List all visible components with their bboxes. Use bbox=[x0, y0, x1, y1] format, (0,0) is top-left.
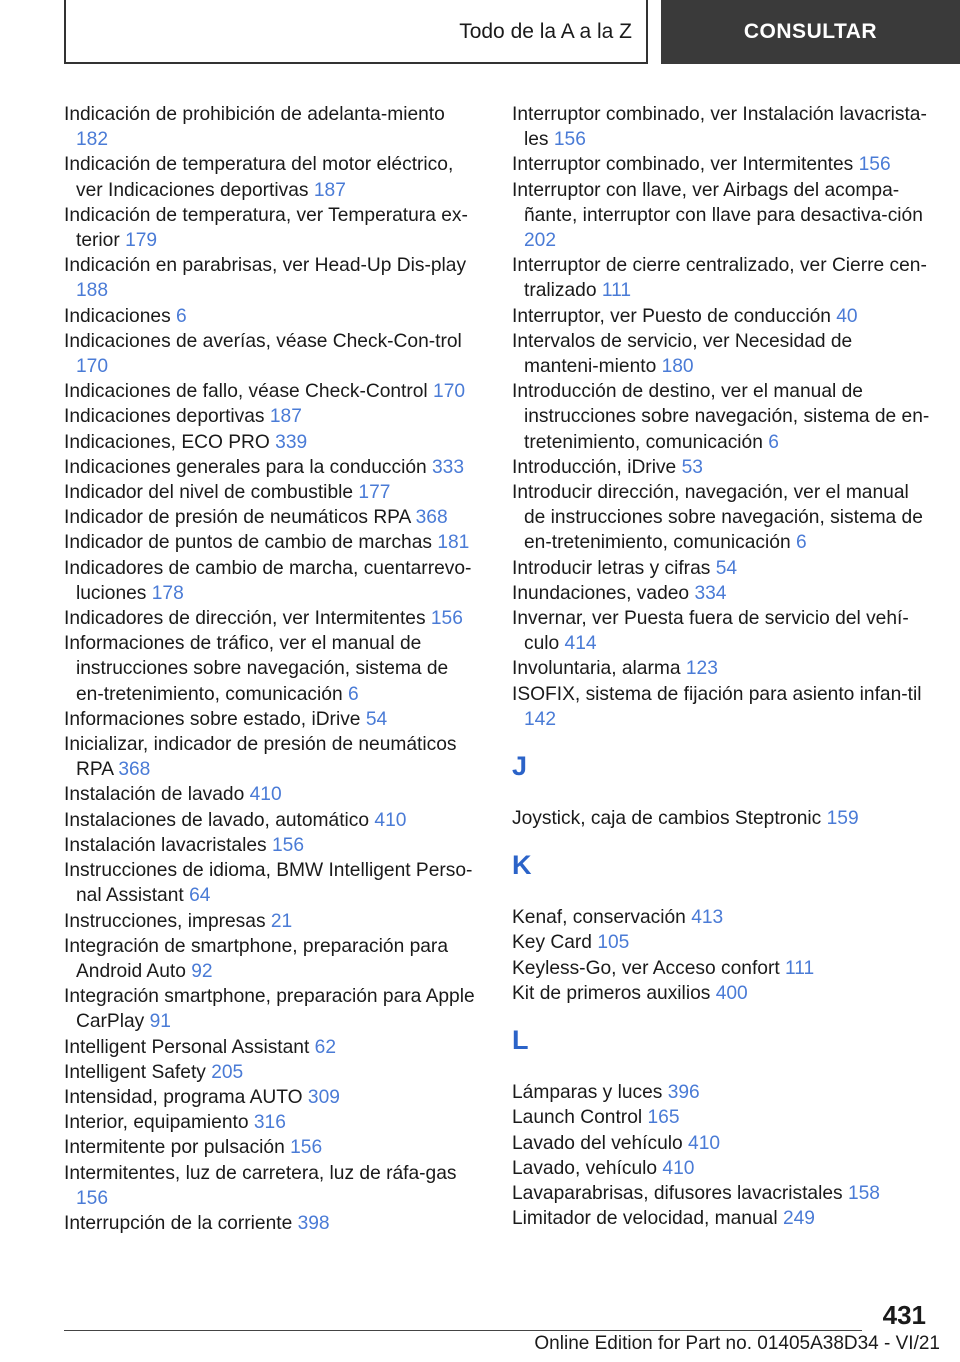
page-link[interactable]: 316 bbox=[253, 1112, 286, 1134]
index-entry bbox=[64, 329, 480, 379]
entry-term: Intermitentes, luz de carretera, luz de ráfa‐gas bbox=[64, 1162, 457, 1184]
page-link[interactable]: 156 bbox=[271, 834, 304, 856]
entry-term: Introducir letras y cifras bbox=[512, 557, 711, 579]
index-entry bbox=[512, 956, 932, 981]
entry-term: Introducción, iDrive bbox=[512, 456, 677, 478]
index-entry bbox=[64, 480, 480, 505]
entry-term: Indicaciones generales para la conducción bbox=[64, 456, 427, 478]
entry-term: Instalación lavacristales bbox=[64, 834, 267, 856]
page-link[interactable]: 182 bbox=[76, 129, 109, 151]
entry-term: Limitador de velocidad, manual bbox=[512, 1208, 778, 1230]
index-entry bbox=[64, 203, 480, 253]
entry-term: Indicador de puntos de cambio de marchas bbox=[64, 532, 432, 554]
page-link[interactable]: 53 bbox=[681, 456, 703, 478]
index-entry bbox=[512, 556, 932, 581]
index-entry bbox=[512, 606, 932, 656]
page-link[interactable]: 6 bbox=[176, 305, 187, 327]
index-entry bbox=[64, 808, 480, 833]
entry-term: Informaciones de tráfico, ver el manual de instrucciones sobre navegación, sistema de en‐tretenimiento, comunicación bbox=[64, 633, 449, 705]
entry-term: Instalaciones de lavado, automático bbox=[64, 809, 370, 831]
index-entry bbox=[512, 304, 932, 329]
index-entry bbox=[64, 631, 480, 707]
entry-term: Lavado del vehículo bbox=[512, 1132, 683, 1154]
index-entry bbox=[64, 102, 480, 152]
page-link[interactable]: 64 bbox=[189, 885, 211, 907]
page-link[interactable]: 396 bbox=[667, 1082, 700, 1104]
entry-term: Instalación de lavado bbox=[64, 784, 245, 806]
page-link[interactable]: 368 bbox=[118, 759, 151, 781]
index-entry bbox=[64, 833, 480, 858]
index-entry bbox=[512, 581, 932, 606]
page-link[interactable]: 6 bbox=[795, 532, 807, 554]
index-entry bbox=[512, 329, 932, 379]
entry-term: Indicación de prohibición de adelanta‐miento bbox=[64, 104, 445, 125]
page-link[interactable]: 187 bbox=[313, 179, 346, 201]
entry-term: Interruptor con llave, ver Airbags del acompa‐ñante, interruptor con llave para desactiva‐ción bbox=[512, 179, 923, 226]
entry-term: Inicializar, indicador de presión de neumáticos RPA bbox=[64, 734, 457, 781]
index-entry bbox=[64, 1135, 480, 1160]
entry-term: Indicaciones, ECO PRO bbox=[64, 431, 270, 453]
entry-term: Intelligent Personal Assistant bbox=[64, 1036, 310, 1058]
entry-term: Inundaciones, vadeo bbox=[512, 582, 690, 604]
page-link[interactable]: 156 bbox=[553, 129, 586, 151]
entry-term: Intelligent Safety bbox=[64, 1061, 206, 1083]
entry-term: Keyless-Go, ver Acceso confort bbox=[512, 957, 780, 979]
index-entry bbox=[64, 379, 480, 404]
index-entry bbox=[512, 379, 932, 455]
entry-term: Interruptor combinado, ver Instalación lavacrista‐les bbox=[512, 104, 927, 151]
page-link[interactable]: 398 bbox=[297, 1212, 330, 1234]
entry-term: Introducir dirección, navegación, ver el manual de instrucciones sobre navegación, sistema de en‐tretenimiento, comunicación bbox=[512, 482, 923, 554]
page-link[interactable]: 111 bbox=[601, 280, 632, 302]
page-link[interactable]: 410 bbox=[249, 784, 282, 806]
page-link[interactable]: 410 bbox=[374, 809, 407, 831]
index-entry bbox=[64, 858, 480, 908]
entry-term: Indicación de temperatura del motor eléctrico, ver Indicaciones deportivas bbox=[64, 154, 454, 201]
index-entry bbox=[64, 606, 480, 631]
entry-term: Lavaparabrisas, difusores lavacristales bbox=[512, 1182, 843, 1204]
letter-heading: J bbox=[512, 751, 528, 782]
entry-term: Interrupción de la corriente bbox=[64, 1212, 293, 1234]
page-link[interactable]: 334 bbox=[694, 582, 727, 604]
index-entry bbox=[512, 1080, 932, 1105]
index-entry bbox=[64, 152, 480, 202]
entry-term: Invernar, ver Puesta fuera de servicio del vehí‐culo bbox=[512, 608, 909, 655]
index-entry bbox=[512, 1105, 932, 1130]
entry-term: Joystick, caja de cambios Steptronic bbox=[512, 808, 822, 830]
page-link[interactable]: 92 bbox=[191, 960, 213, 982]
section-title: Todo de la A a la Z bbox=[459, 20, 632, 43]
page-link[interactable]: 368 bbox=[415, 507, 448, 529]
index-entry bbox=[64, 404, 480, 429]
page-link[interactable]: 178 bbox=[151, 582, 184, 604]
page-link[interactable]: 249 bbox=[782, 1208, 815, 1230]
entry-term: Indicadores de cambio de marcha, cuentarrevo‐luciones bbox=[64, 557, 472, 604]
entry-term: Interruptor combinado, ver Intermitentes bbox=[512, 154, 854, 176]
page-link[interactable]: 410 bbox=[688, 1132, 721, 1154]
entry-term: Interruptor, ver Puesto de conducción bbox=[512, 305, 831, 327]
index-entry bbox=[512, 102, 932, 152]
page-link[interactable]: 123 bbox=[685, 658, 718, 680]
page-link[interactable]: 91 bbox=[149, 1011, 171, 1033]
index-entry bbox=[64, 934, 480, 984]
index-entry bbox=[512, 682, 932, 732]
entry-term: Introducción de destino, ver el manual de instrucciones sobre navegación, sistema de en‐tretenimiento, comunicación bbox=[512, 381, 930, 453]
entry-term: Indicaciones de averías, véase Check-Con‐trol bbox=[64, 330, 462, 352]
page-link[interactable]: 400 bbox=[715, 982, 748, 1004]
footer-edition: Online Edition for Part no. 01405A38D34 - VI/21 bbox=[534, 1333, 940, 1354]
entry-term: Interruptor de cierre centralizado, ver Cierre cen‐tralizado bbox=[512, 255, 927, 302]
index-entry bbox=[512, 981, 932, 1006]
index-entry bbox=[512, 1206, 932, 1231]
entry-term: Key Card bbox=[512, 932, 592, 954]
footer-rule bbox=[64, 1330, 862, 1331]
index-entry bbox=[64, 1060, 480, 1085]
index-entry bbox=[512, 905, 932, 930]
entry-term: Launch Control bbox=[512, 1107, 643, 1129]
index-entry bbox=[64, 530, 480, 555]
letter-heading: L bbox=[512, 1025, 529, 1056]
index-entry bbox=[512, 178, 932, 254]
entry-term: Instrucciones, impresas bbox=[64, 910, 266, 932]
page-link[interactable]: 6 bbox=[347, 683, 359, 705]
page-link[interactable]: 339 bbox=[275, 431, 308, 453]
entry-term: Lavado, vehículo bbox=[512, 1157, 658, 1179]
index-entry bbox=[512, 1131, 932, 1156]
page-link[interactable]: 188 bbox=[76, 280, 109, 302]
page-link[interactable]: 21 bbox=[270, 910, 293, 932]
index-entry bbox=[512, 253, 932, 303]
entry-term: Kit de primeros auxilios bbox=[512, 982, 711, 1004]
page-link[interactable]: 170 bbox=[76, 356, 109, 378]
page-link[interactable]: 309 bbox=[307, 1086, 340, 1108]
entry-term: Indicaciones deportivas bbox=[64, 406, 265, 428]
page-link[interactable]: 333 bbox=[432, 456, 465, 478]
page-link[interactable]: 180 bbox=[661, 356, 694, 378]
index-entry bbox=[512, 1181, 932, 1206]
index-entry bbox=[512, 656, 932, 681]
index-entry bbox=[512, 455, 932, 480]
page-link[interactable]: 165 bbox=[647, 1107, 680, 1129]
index-column-left bbox=[64, 102, 480, 1236]
index-entry bbox=[64, 782, 480, 807]
entry-term: Lámparas y luces bbox=[512, 1082, 663, 1104]
entry-term: Interior, equipamiento bbox=[64, 1112, 249, 1134]
page-link[interactable]: 6 bbox=[768, 431, 779, 453]
entry-term: Indicador del nivel de combustible bbox=[64, 482, 354, 504]
entry-term: Indicaciones bbox=[64, 305, 171, 327]
consultar-tab[interactable]: CONSULTAR bbox=[661, 0, 960, 64]
entry-term: ISOFIX, sistema de fijación para asiento infan‐til bbox=[512, 683, 922, 705]
page-link[interactable]: 177 bbox=[358, 482, 391, 504]
page-link[interactable]: 187 bbox=[269, 406, 302, 428]
page-link[interactable]: 202 bbox=[524, 230, 557, 252]
index-entry bbox=[64, 253, 480, 303]
index-entry bbox=[512, 1156, 932, 1181]
entry-term: Integración de smartphone, preparación para Android Auto bbox=[64, 935, 448, 982]
index-entry bbox=[64, 505, 480, 530]
entry-term: Indicador de presión de neumáticos RPA bbox=[64, 507, 411, 529]
entry-term: Indicación en parabrisas, ver Head-Up Dis‐play bbox=[64, 255, 467, 277]
page-link[interactable]: 413 bbox=[691, 907, 724, 929]
index-entry bbox=[64, 909, 480, 934]
index-entry bbox=[64, 1211, 480, 1236]
entry-term: Indicadores de dirección, ver Intermitentes bbox=[64, 608, 426, 630]
entry-term: Intervalos de servicio, ver Necesidad de manteni‐miento bbox=[512, 330, 853, 378]
page-link[interactable]: 181 bbox=[437, 532, 470, 554]
page-link[interactable]: 105 bbox=[597, 932, 630, 954]
index-entry bbox=[512, 152, 932, 177]
index-entry bbox=[64, 732, 480, 782]
entry-term: Indicaciones de fallo, véase Check-Control bbox=[64, 381, 428, 403]
page-link[interactable]: 414 bbox=[564, 633, 597, 655]
index-entry bbox=[64, 556, 480, 606]
page-link[interactable]: 54 bbox=[365, 708, 388, 730]
page-link[interactable]: 179 bbox=[125, 230, 158, 252]
page-link[interactable]: 156 bbox=[430, 608, 463, 630]
index-entry bbox=[512, 930, 932, 955]
entry-term: Indicación de temperatura, ver Temperatura ex‐terior bbox=[64, 204, 468, 252]
page-link[interactable]: 205 bbox=[211, 1061, 244, 1083]
index-entry bbox=[64, 707, 480, 732]
page-link[interactable]: 158 bbox=[847, 1182, 880, 1204]
entry-term: Kenaf, conservación bbox=[512, 907, 686, 929]
index-entry bbox=[64, 1035, 480, 1060]
entry-term: Informaciones sobre estado, iDrive bbox=[64, 708, 361, 730]
index-entry bbox=[64, 430, 480, 455]
index-entry bbox=[64, 984, 480, 1034]
index-entry bbox=[64, 1161, 480, 1211]
page-link[interactable]: 156 bbox=[858, 154, 891, 176]
entry-term: Intensidad, programa AUTO bbox=[64, 1086, 303, 1108]
index-column-right bbox=[512, 102, 932, 1231]
page-link[interactable]: 156 bbox=[76, 1187, 109, 1209]
index-entry bbox=[64, 1110, 480, 1135]
page-link[interactable]: 54 bbox=[715, 557, 738, 579]
page-link[interactable]: 170 bbox=[433, 381, 466, 403]
index-entry bbox=[512, 806, 932, 831]
page-link[interactable]: 62 bbox=[314, 1036, 337, 1058]
page-link[interactable]: 142 bbox=[524, 708, 557, 730]
page-link[interactable]: 40 bbox=[836, 305, 858, 327]
page-link[interactable]: 111 bbox=[785, 957, 815, 979]
page-link[interactable]: 410 bbox=[662, 1157, 695, 1179]
page-number: 431 bbox=[882, 1300, 926, 1330]
page-link[interactable]: 156 bbox=[290, 1137, 323, 1159]
index-entry bbox=[512, 480, 932, 556]
entry-term: Instrucciones de idioma, BMW Intelligent Perso‐nal Assistant bbox=[64, 860, 473, 907]
page-link[interactable]: 159 bbox=[826, 808, 859, 830]
index-entry bbox=[64, 1085, 480, 1110]
entry-term: Involuntaria, alarma bbox=[512, 658, 681, 680]
letter-heading: K bbox=[512, 850, 532, 881]
entry-term: Intermitente por pulsación bbox=[64, 1137, 285, 1159]
index-entry bbox=[64, 304, 480, 329]
entry-term: Integración smartphone, preparación para Apple CarPlay bbox=[64, 986, 475, 1033]
index-entry bbox=[64, 455, 480, 480]
